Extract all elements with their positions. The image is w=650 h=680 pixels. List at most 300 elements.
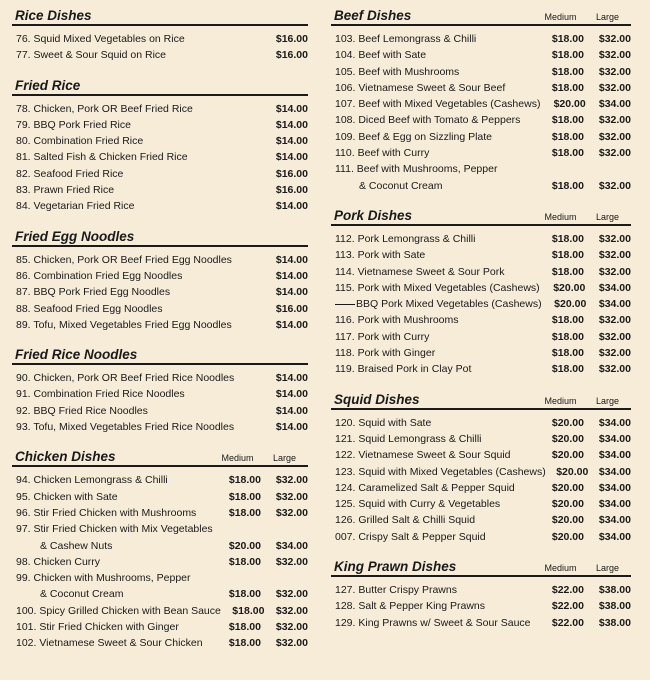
price-large: $34.00: [598, 481, 631, 494]
section-header: [12, 8, 308, 26]
price-medium: $18.00: [551, 65, 584, 78]
menu-item-label: 100. Spicy Grilled Chicken with Bean Sauce: [16, 604, 221, 617]
menu-item-name: [16, 47, 248, 63]
menu-item-name: [16, 472, 214, 488]
price: $14.00: [275, 118, 308, 131]
price-medium: $18.00: [551, 330, 584, 343]
price-medium: $18.00: [228, 474, 261, 487]
price: $14.00: [275, 135, 308, 148]
menu-item-label: 113. Pork with Sate: [335, 249, 426, 262]
price-medium: $18.00: [551, 265, 584, 278]
menu-item-name: [16, 603, 221, 619]
menu-item-name: [16, 419, 248, 435]
menu-item: [331, 296, 631, 312]
menu-item-label: 106. Vietnamese Sweet & Sour Beef: [335, 81, 506, 94]
menu-item-label: 78. Chicken, Pork OR Beef Fried Rice: [16, 102, 193, 115]
price-large: $32.00: [598, 65, 631, 78]
menu-item-name: [335, 415, 537, 431]
price-medium: $18.00: [551, 130, 584, 143]
menu-item: [331, 96, 631, 112]
menu-section-fried-egg-noodles: [12, 229, 308, 333]
menu-item: [12, 386, 308, 402]
menu-item-name: [16, 182, 248, 198]
price-large: $34.00: [275, 539, 308, 552]
menu-item-label: 86. Combination Fried Egg Noodles: [16, 269, 183, 282]
section-title: Chicken Dishes: [15, 449, 116, 465]
price: $14.00: [275, 102, 308, 115]
price-medium: $22.00: [551, 584, 584, 597]
section-title: Rice Dishes: [15, 8, 92, 23]
section-header: [331, 8, 631, 26]
price: $16.00: [275, 49, 308, 62]
menu-section-squid: [331, 392, 631, 545]
price: $14.00: [275, 421, 308, 434]
menu-item-name: [16, 117, 248, 133]
price-medium: $18.00: [551, 314, 584, 327]
menu-item-name: [335, 512, 537, 528]
price-large: $38.00: [598, 616, 631, 629]
section-title: Squid Dishes: [334, 391, 420, 407]
section-header: [331, 208, 631, 226]
price-medium: $20.00: [553, 281, 586, 294]
menu-section-rice: [12, 8, 308, 64]
menu-item-label: 94. Chicken Lemongrass & Chilli: [16, 474, 168, 487]
menu-item: [331, 231, 631, 247]
menu-item-label: 84. Vegetarian Fried Rice: [16, 200, 135, 213]
menu-item-name: [335, 361, 537, 377]
menu-item: [12, 489, 308, 505]
section-header: [12, 347, 308, 365]
menu-item-label: & Coconut Cream: [40, 588, 124, 601]
menu-item-name: [16, 570, 214, 586]
menu-item-name: [16, 538, 214, 554]
menu-item-label: 76. Squid Mixed Vegetables on Rice: [16, 33, 185, 45]
menu-item-label: 114. Vietnamese Sweet & Sour Pork: [335, 265, 505, 278]
menu-item: [12, 166, 308, 182]
price-medium: $18.00: [551, 81, 584, 94]
menu-item-label: 123. Squid with Mixed Vegetables (Cashews): [335, 465, 546, 478]
menu-item-name: [16, 403, 248, 419]
menu-item-name: [335, 464, 546, 480]
price: $14.00: [275, 253, 308, 266]
price-large: $32.00: [275, 588, 308, 601]
menu-item-label: 128. Salt & Pepper King Prawns: [335, 600, 486, 613]
menu-item: [12, 301, 308, 317]
menu-item: [331, 312, 631, 328]
menu-column-left: [12, 8, 308, 666]
price-large: $38.00: [598, 584, 631, 597]
menu-item: [12, 47, 308, 63]
price-medium: $18.00: [551, 114, 584, 127]
menu-item-name: [335, 231, 537, 247]
menu-item-name: [16, 133, 248, 149]
menu-item-name: [16, 619, 214, 635]
menu-item-label: 116. Pork with Mushrooms: [335, 314, 459, 327]
price-medium: $20.00: [551, 530, 584, 543]
menu-item-label: 007. Crispy Salt & Pepper Squid: [335, 530, 486, 543]
menu-item-label: 99. Chicken with Mushrooms, Pepper: [16, 572, 191, 585]
menu-item-name: [16, 301, 248, 317]
price: $14.00: [275, 269, 308, 282]
price: $14.00: [275, 318, 308, 331]
menu-item-name: [16, 586, 214, 602]
price-medium: $18.00: [228, 637, 261, 650]
menu-item: [331, 598, 631, 614]
menu-item: [331, 112, 631, 128]
column-header-medium: Medium: [221, 453, 254, 464]
price-medium: $20.00: [556, 465, 589, 478]
price-medium: $18.00: [551, 179, 584, 192]
menu-item: [331, 361, 631, 377]
menu-item-label: 110. Beef with Curry: [335, 147, 430, 160]
menu-item-name: [16, 284, 248, 300]
menu-item-label: 103. Beef Lemongrass & Chilli: [335, 33, 477, 45]
price-large: $32.00: [598, 265, 631, 278]
menu-item-label: 101. Stir Fried Chicken with Ginger: [16, 621, 179, 634]
menu-item-name: [16, 635, 214, 651]
menu-item: [331, 264, 631, 280]
price-medium: $18.00: [551, 33, 584, 45]
menu-item: [12, 619, 308, 635]
menu-item-label: 129. King Prawns w/ Sweet & Sour Sauce: [335, 616, 531, 629]
price: $14.00: [275, 404, 308, 417]
price-large: $32.00: [598, 147, 631, 160]
menu-item: [12, 370, 308, 386]
menu-item: [331, 496, 631, 512]
price: $14.00: [275, 151, 308, 164]
menu-item-name: [16, 489, 214, 505]
price-medium: $18.00: [228, 555, 261, 568]
menu-item-name: [335, 280, 540, 296]
section-header: [12, 449, 308, 467]
menu-item-label: 115. Pork with Mixed Vegetables (Cashews): [335, 281, 540, 294]
menu-column-right: [331, 8, 631, 645]
menu-item-name: [335, 345, 537, 361]
menu-section-king-prawn: [331, 559, 631, 631]
column-header-large: Large: [595, 12, 620, 22]
price-large: $32.00: [598, 114, 631, 127]
menu-item: [331, 529, 631, 545]
menu-item: [331, 447, 631, 463]
price-medium: $22.00: [551, 616, 584, 629]
menu-item-name: [335, 64, 537, 80]
price-large: $34.00: [598, 449, 631, 462]
price-medium: $20.00: [228, 539, 261, 552]
menu-item: [331, 464, 631, 480]
section-title: Beef Dishes: [334, 8, 412, 23]
menu-item-label: 108. Diced Beef with Tomato & Peppers: [335, 114, 521, 127]
price-large: $34.00: [598, 530, 631, 543]
price-medium: $18.00: [551, 363, 584, 376]
price-large: $34.00: [598, 281, 631, 294]
menu-item: [331, 64, 631, 80]
menu-item-name: [335, 31, 537, 47]
menu-item-label: 79. BBQ Pork Fried Rice: [16, 118, 131, 131]
price-medium: $18.00: [228, 506, 261, 519]
menu-section-chicken: [12, 449, 308, 651]
column-header-medium: Medium: [544, 211, 577, 222]
price-large: $32.00: [598, 314, 631, 327]
price-medium: $18.00: [551, 347, 584, 360]
menu-item: [12, 538, 308, 554]
menu-item-name: [335, 312, 537, 328]
menu-item-name: [335, 96, 540, 112]
menu-item-name: [335, 615, 537, 631]
menu-item: [12, 198, 308, 214]
menu-item-label: BBQ Pork Mixed Vegetables (Cashews): [356, 298, 542, 311]
menu-item-label: 118. Pork with Ginger: [335, 347, 436, 360]
menu-item-label: 111. Beef with Mushrooms, Pepper: [335, 163, 498, 176]
price-medium: $18.00: [551, 49, 584, 62]
menu-item-name: [16, 166, 248, 182]
menu-item-label: 107. Beef with Mixed Vegetables (Cashews): [335, 98, 541, 111]
column-header-medium: Medium: [544, 12, 577, 22]
menu-item-label: 92. BBQ Fried Rice Noodles: [16, 404, 148, 417]
menu-item-label: 93. Tofu, Mixed Vegetables Fried Rice Noodles: [16, 421, 235, 434]
menu-item-label: 105. Beef with Mushrooms: [335, 65, 460, 78]
menu-item-name: [16, 31, 248, 47]
menu-item: [12, 603, 308, 619]
menu-item-name: [335, 247, 537, 263]
price: $16.00: [275, 167, 308, 180]
menu-item: [331, 31, 631, 47]
menu-item-name: [335, 529, 537, 545]
price-medium: $20.00: [551, 416, 584, 429]
dash-line: [335, 304, 355, 305]
price-large: $32.00: [275, 490, 308, 503]
menu-item: [331, 161, 631, 177]
price-large: $32.00: [598, 363, 631, 376]
menu-item-label: 89. Tofu, Mixed Vegetables Fried Egg Noodles: [16, 318, 232, 331]
menu-item-label: 125. Squid with Curry & Vegetables: [335, 498, 501, 511]
price-large: $32.00: [275, 474, 308, 487]
price-large: $34.00: [598, 498, 631, 511]
price-medium: $20.00: [551, 432, 584, 445]
menu-item-name: [16, 370, 248, 386]
menu-item-label: 119. Braised Pork in Clay Pot: [335, 363, 472, 376]
price-large: $34.00: [598, 465, 631, 478]
menu-item-name: [335, 480, 537, 496]
menu-item: [331, 80, 631, 96]
menu-item-label: 91. Combination Fried Rice Noodles: [16, 388, 185, 401]
menu-item-label: 102. Vietnamese Sweet & Sour Chicken: [16, 637, 203, 650]
menu-item-label: & Cashew Nuts: [40, 539, 113, 552]
price: $16.00: [275, 33, 308, 45]
menu-item: [12, 317, 308, 333]
price: $16.00: [275, 302, 308, 315]
menu-item: [331, 280, 631, 296]
section-header: [331, 559, 631, 577]
price-medium: $20.00: [553, 98, 586, 111]
menu-item-name: [335, 161, 537, 177]
price-medium: $20.00: [551, 449, 584, 462]
menu-item: [12, 101, 308, 117]
column-header-large: Large: [595, 395, 620, 406]
price-medium: $20.00: [551, 498, 584, 511]
menu-item-name: [16, 554, 214, 570]
price-large: $32.00: [275, 604, 308, 617]
price: $14.00: [275, 388, 308, 401]
price-large: $32.00: [598, 33, 631, 45]
section-title: King Prawn Dishes: [334, 559, 457, 575]
section-header: [12, 229, 308, 247]
menu-item: [12, 505, 308, 521]
menu-item-label: 81. Salted Fish & Chicken Fried Rice: [16, 151, 188, 164]
menu-item-name: [16, 521, 214, 537]
menu-item-name: [335, 47, 537, 63]
column-header-large: Large: [595, 211, 620, 222]
price-large: $32.00: [598, 130, 631, 143]
price-medium: $18.00: [232, 604, 265, 617]
menu-item-name: [335, 598, 537, 614]
menu-section-pork: [331, 208, 631, 378]
price-large: $34.00: [598, 416, 631, 429]
price-medium: $18.00: [228, 588, 261, 601]
menu-item-label: 117. Pork with Curry: [335, 330, 430, 343]
price-large: $32.00: [598, 81, 631, 94]
menu-item: [331, 178, 631, 194]
menu-item: [12, 521, 308, 537]
section-title: Pork Dishes: [334, 207, 413, 223]
price-large: $32.00: [598, 249, 631, 262]
price-medium: $18.00: [551, 147, 584, 160]
menu-item: [12, 268, 308, 284]
menu-item: [331, 615, 631, 631]
menu-item-name: [335, 80, 537, 96]
menu-item-label: 87. BBQ Pork Fried Egg Noodles: [16, 286, 171, 299]
price-medium: $18.00: [551, 249, 584, 262]
menu-item: [331, 145, 631, 161]
menu-section-beef: [331, 8, 631, 194]
menu-item: [12, 284, 308, 300]
column-header-large: Large: [595, 563, 620, 574]
price: $14.00: [275, 200, 308, 213]
menu-item-label: 98. Chicken Curry: [16, 555, 101, 568]
price-large: $32.00: [598, 347, 631, 360]
menu-item-name: [335, 145, 537, 161]
menu-item-name: [335, 496, 537, 512]
menu-item: [12, 252, 308, 268]
menu-item: [12, 117, 308, 133]
menu-item-label: 127. Butter Crispy Prawns: [335, 584, 457, 597]
menu-item-label: 77. Sweet & Sour Squid on Rice: [16, 49, 167, 62]
menu-item-label: 112. Pork Lemongrass & Chilli: [335, 232, 476, 245]
menu-item: [12, 472, 308, 488]
menu-item: [12, 635, 308, 651]
menu-item-name: [335, 329, 537, 345]
menu-item: [12, 586, 308, 602]
menu-item-name: [16, 386, 248, 402]
menu-item-label: 90. Chicken, Pork OR Beef Fried Rice Noodles: [16, 372, 235, 385]
menu-item-label: 121. Squid Lemongrass & Chilli: [335, 432, 482, 445]
price-medium: $18.00: [551, 232, 584, 245]
menu-item-name: [16, 505, 214, 521]
price-medium: $20.00: [554, 298, 587, 311]
menu-item-label: 85. Chicken, Pork OR Beef Fried Egg Noodles: [16, 253, 232, 266]
menu-item: [331, 512, 631, 528]
menu-item: [331, 582, 631, 598]
menu-item: [331, 415, 631, 431]
menu-section-fried-rice: [12, 78, 308, 215]
menu-item: [12, 149, 308, 165]
menu-item: [331, 431, 631, 447]
price-large: $32.00: [598, 179, 631, 192]
menu-item-name: [16, 101, 248, 117]
menu-item: [331, 345, 631, 361]
menu-item-name: [335, 112, 537, 128]
menu-item: [331, 129, 631, 145]
menu-item-name: [16, 317, 248, 333]
price-large: $32.00: [275, 637, 308, 650]
price: $14.00: [275, 372, 308, 385]
menu-item-label: 83. Prawn Fried Rice: [16, 184, 115, 197]
section-title: Fried Egg Noodles: [15, 228, 135, 244]
menu-item-name: [335, 264, 537, 280]
section-title: Fried Rice: [15, 77, 81, 93]
menu-item-label: 88. Seafood Fried Egg Noodles: [16, 302, 163, 315]
menu-item: [12, 570, 308, 586]
price-large: $32.00: [275, 555, 308, 568]
menu-item-label: 80. Combination Fried Rice: [16, 135, 144, 148]
menu-item-label: 104. Beef with Sate: [335, 49, 427, 62]
menu-item-label: 97. Stir Fried Chicken with Mix Vegetables: [16, 523, 213, 536]
price-medium: $18.00: [228, 621, 261, 634]
menu-item-label: 95. Chicken with Sate: [16, 490, 118, 503]
menu-item-label: 96. Stir Fried Chicken with Mushrooms: [16, 506, 197, 519]
menu-item-name: [16, 149, 248, 165]
price-large: $32.00: [598, 49, 631, 62]
price-large: $34.00: [598, 298, 631, 311]
menu-item: [12, 182, 308, 198]
price-large: $38.00: [598, 600, 631, 613]
menu-item: [12, 31, 308, 47]
price-medium: $20.00: [551, 514, 584, 527]
menu-item: [331, 480, 631, 496]
menu-section-fried-rice-noodles: [12, 347, 308, 435]
price-medium: $20.00: [551, 481, 584, 494]
column-header-medium: Medium: [544, 563, 577, 574]
menu-item-label: 124. Caramelized Salt & Pepper Squid: [335, 481, 515, 494]
menu-item-name: [335, 582, 537, 598]
menu-item: [331, 329, 631, 345]
menu-item-name: [16, 252, 248, 268]
section-title: Fried Rice Noodles: [15, 347, 138, 363]
price: $14.00: [275, 286, 308, 299]
menu-item-name: [16, 268, 248, 284]
menu-item: [331, 247, 631, 263]
menu-item: [12, 554, 308, 570]
menu-item-name: [16, 198, 248, 214]
menu-item-name: [335, 178, 537, 194]
menu-item: [12, 133, 308, 149]
menu-item-label: 126. Grilled Salt & Chilli Squid: [335, 514, 476, 527]
price-large: $32.00: [598, 330, 631, 343]
price-large: $34.00: [598, 98, 631, 111]
price-large: $32.00: [275, 506, 308, 519]
column-header-medium: Medium: [544, 395, 577, 406]
price-large: $34.00: [598, 432, 631, 445]
price-large: $32.00: [598, 232, 631, 245]
menu-item-label: 109. Beef & Egg on Sizzling Plate: [335, 130, 493, 143]
menu-item: [12, 403, 308, 419]
column-header-large: Large: [272, 453, 297, 464]
price-medium: $18.00: [228, 490, 261, 503]
menu-item-name: [335, 431, 537, 447]
section-header: [12, 78, 308, 96]
price: $16.00: [275, 184, 308, 197]
menu-item: [331, 47, 631, 63]
menu-item-name: [335, 296, 542, 312]
